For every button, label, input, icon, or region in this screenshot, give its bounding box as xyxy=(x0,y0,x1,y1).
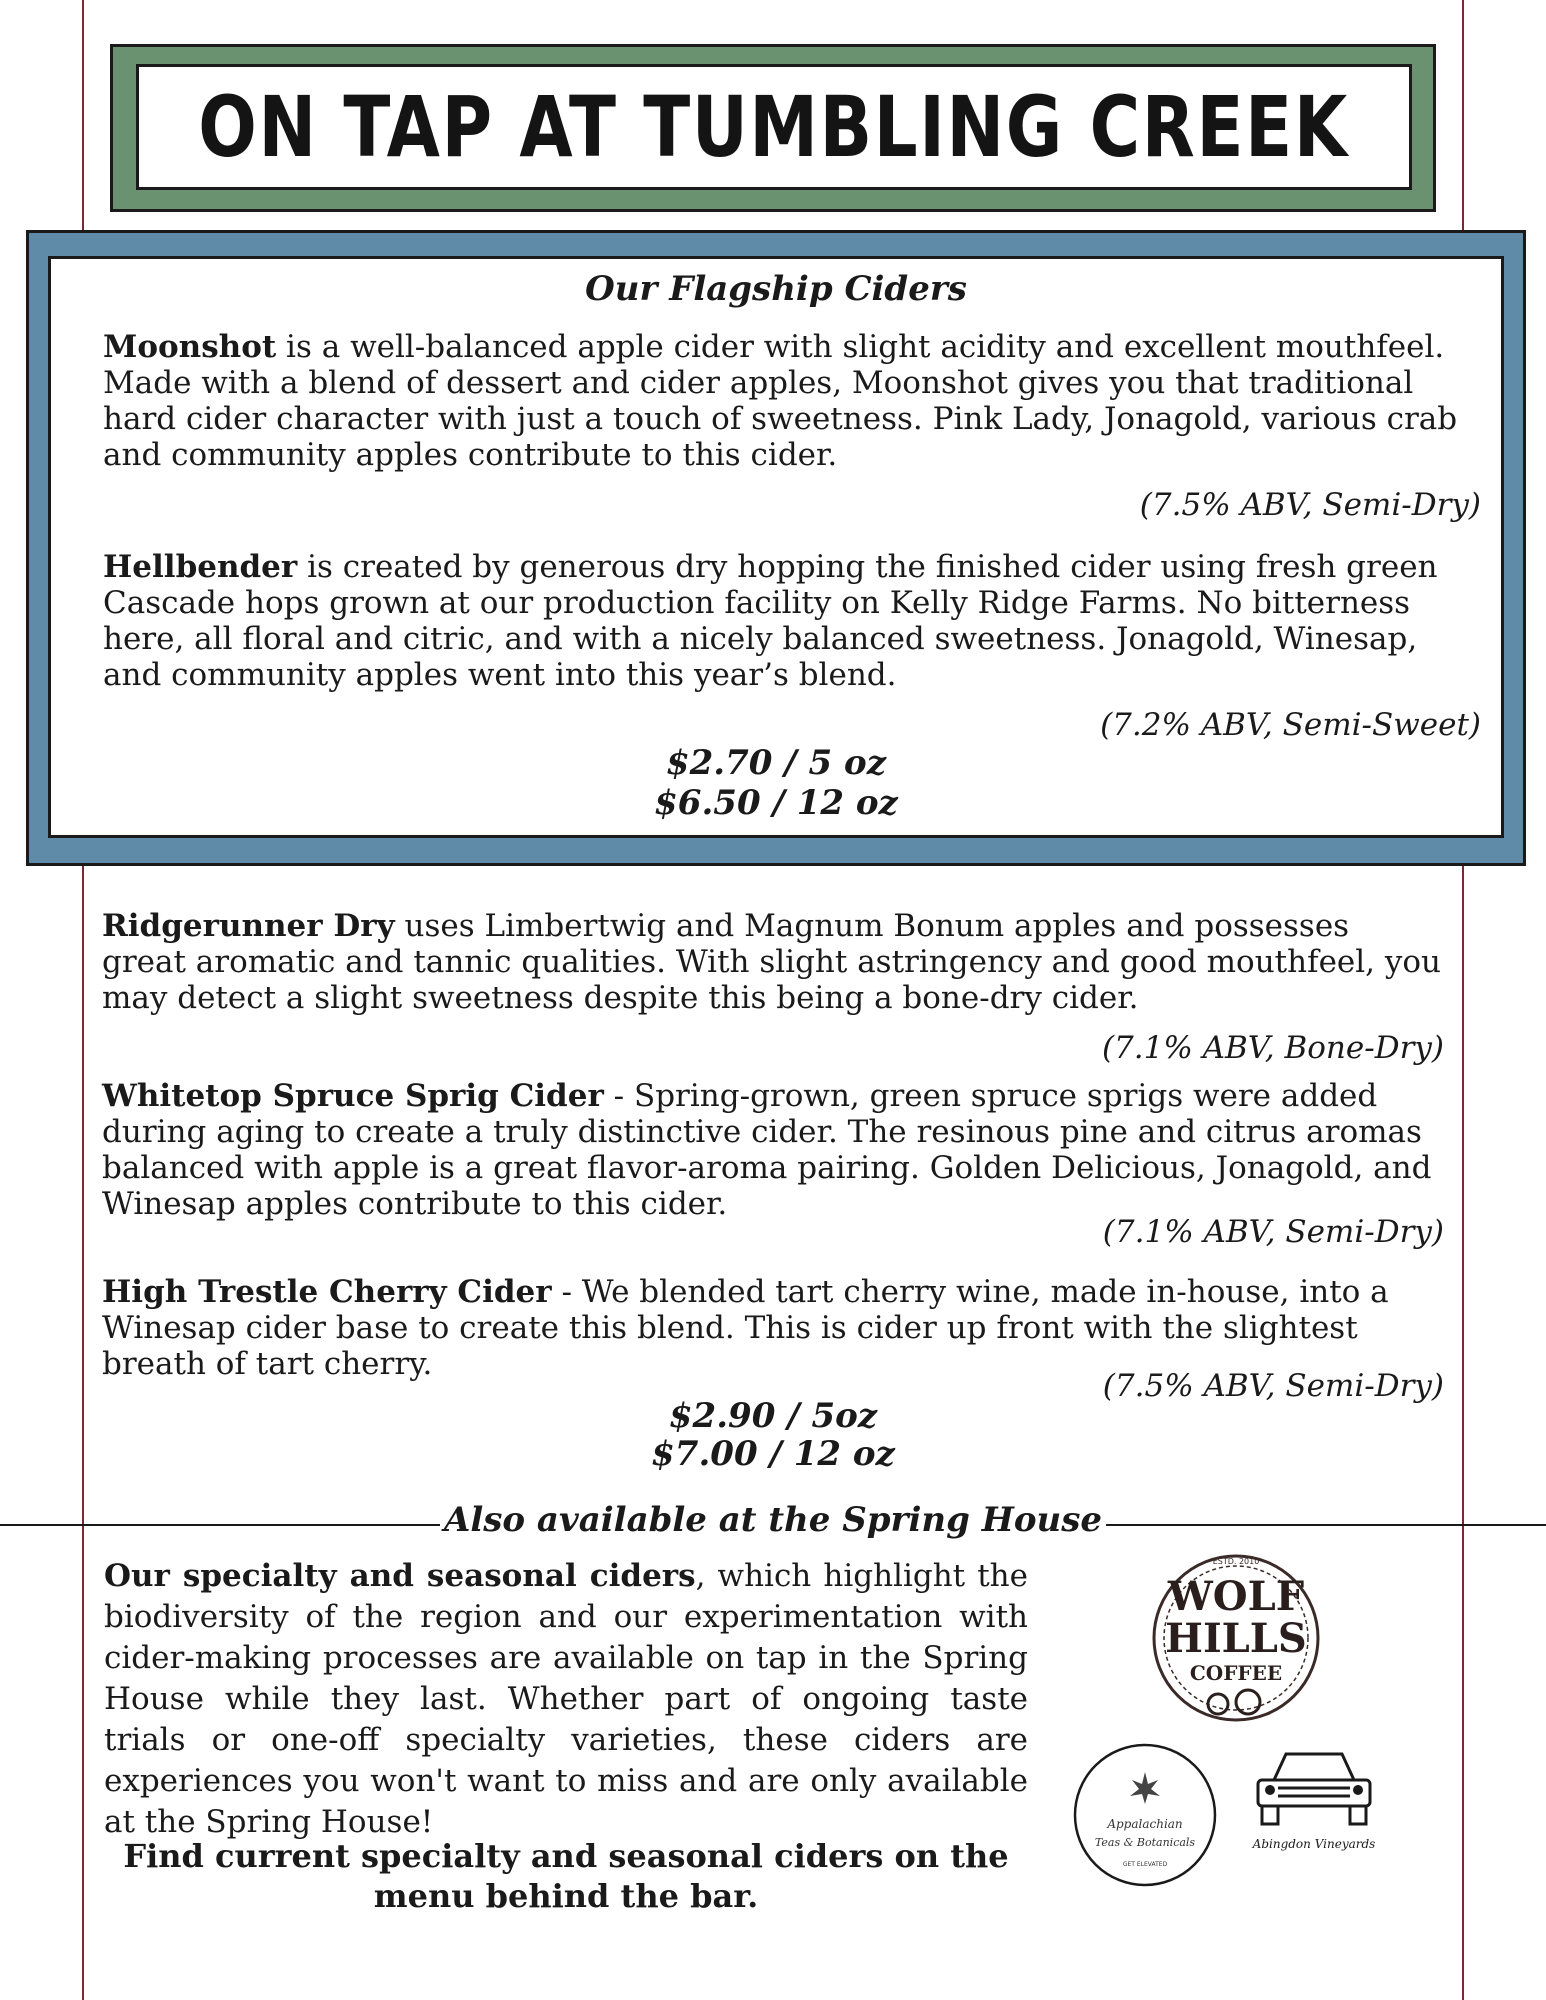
spring-house-find: Find current specialty and seasonal ciders on the menu behind the bar. xyxy=(123,1837,1009,1915)
price-large: $7.00 / 12 oz xyxy=(651,1434,895,1474)
cider-hellbender xyxy=(103,549,1463,693)
title-banner xyxy=(136,64,1412,190)
appalachian-line1: Appalachian xyxy=(1107,1817,1183,1831)
cider-name: Ridgerunner Dry xyxy=(102,908,395,944)
wolf-hills-coffee-logo xyxy=(1148,1548,1324,1726)
appalachian-line2: Teas & Botanicals xyxy=(1094,1836,1196,1849)
page-title: ON TAP AT TUMBLING CREEK xyxy=(198,78,1350,176)
cider-description: is a well-balanced apple cider with slight acidity and excellent mouthfeel. Made with a blend of dessert and cider apples, Moonshot gives you that traditional hard cider character with just a touch of sweetness. Pink Lady, Jonagold, various crab and community apples contribute to this cider. xyxy=(103,329,1458,473)
wolf-hills-line3: COFFEE xyxy=(1189,1661,1283,1685)
price-large: $6.50 / 12 oz xyxy=(654,783,898,823)
cider-description: is created by generous dry hopping the finished cider using fresh green Cascade hops grown at our production facility on Kelly Ridge Farms. No bitterness here, all floral and citric, and with a nicely balanced sweetness. Jonagold, Winesap, and community apples went into this year’s blend. xyxy=(103,549,1438,693)
cider-moonshot xyxy=(103,329,1463,473)
appalachian-tagline: GET ELEVATED xyxy=(1122,1861,1168,1868)
cider-abv: (7.1% ABV, Bone-Dry) xyxy=(1101,1030,1444,1066)
price-small: $2.90 / 5oz xyxy=(668,1396,878,1436)
cider-high-trestle xyxy=(102,1274,1442,1382)
spring-house-body: , which highlight the biodiversity of the region and our experimentation with cider-making processes are available on tap in the Spring House while they last. Whether part of ongoing taste trials or one-off specialty varieties, these ciders are experiences you won't want to miss and are only available at the Spring House! xyxy=(104,1558,1028,1840)
cider-description: - We blended tart cherry wine, made in-house, into a Winesap cider base to create this blend. This is cider up front with the slightest breath of tart cherry. xyxy=(102,1274,1389,1382)
cider-description: uses Limbertwig and Magnum Bonum apples and possesses great aromatic and tannic qualities. With slight astringency and good mouthfeel, you may detect a slight sweetness despite this being a bone-dry cider. xyxy=(102,908,1442,1016)
cider-name: Hellbender xyxy=(103,549,298,585)
gear-icon xyxy=(1236,1690,1260,1714)
wolf-hills-line1: WOLF xyxy=(1167,1573,1305,1620)
abingdon-name: Abingdon Vineyards xyxy=(1252,1837,1376,1851)
spring-house-heading-row xyxy=(0,1500,1546,1540)
spring-house-heading: Also available at the Spring House xyxy=(440,1500,1106,1540)
cider-ridgerunner xyxy=(102,908,1442,1016)
cider-whitetop xyxy=(102,1078,1442,1222)
flagship-box xyxy=(48,256,1504,838)
spring-house-lead: Our specialty and seasonal ciders xyxy=(104,1558,696,1594)
cider-name: Moonshot xyxy=(103,329,277,365)
cider-abv: (7.5% ABV, Semi-Dry) xyxy=(1139,487,1481,523)
flagship-heading: Our Flagship Ciders xyxy=(585,269,967,309)
wolf-hills-est: ESTD. 2010 xyxy=(1212,1557,1260,1566)
cider-name: Whitetop Spruce Sprig Cider xyxy=(102,1078,604,1114)
spring-house-description xyxy=(104,1556,1028,1843)
cider-abv: (7.1% ABV, Semi-Dry) xyxy=(1102,1214,1444,1250)
cider-description: - Spring-grown, green spruce sprigs were added during aging to create a truly distinctive cider. The resinous pine and citrus aromas balanced with apple is a great flavor-aroma pairing. Golden Delicious, Jonagold, and Winesap apples contribute to this cider. xyxy=(102,1078,1432,1222)
abingdon-vineyards-logo xyxy=(1244,1740,1384,1860)
gear-icon xyxy=(1208,1694,1228,1714)
appalachian-teas-logo xyxy=(1072,1742,1218,1888)
cider-name: High Trestle Cherry Cider xyxy=(102,1274,552,1310)
cider-abv: (7.2% ABV, Semi-Sweet) xyxy=(1100,707,1481,743)
wolf-hills-line2: HILLS xyxy=(1165,1615,1307,1662)
cider-abv: (7.5% ABV, Semi-Dry) xyxy=(1102,1368,1444,1404)
price-small: $2.70 / 5 oz xyxy=(665,743,887,783)
